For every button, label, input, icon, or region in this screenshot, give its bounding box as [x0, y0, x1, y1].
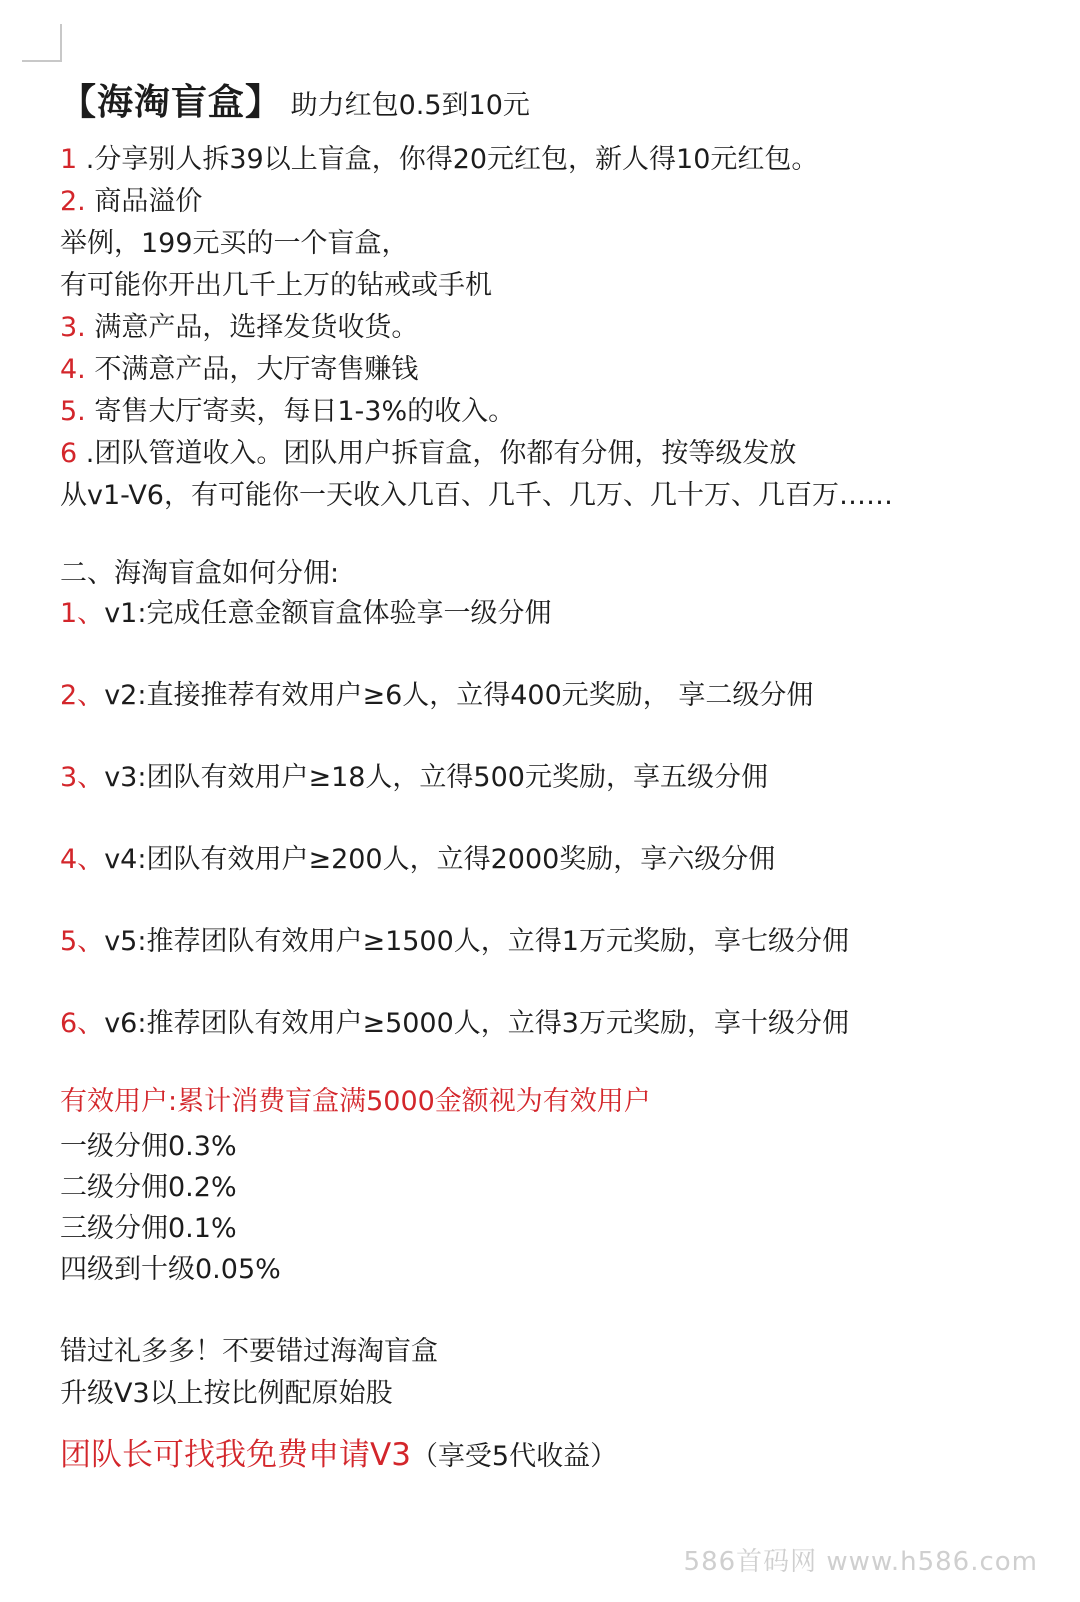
level-number: 3、	[60, 762, 105, 793]
level-item	[60, 600, 551, 627]
valid-user-definition: 有效用户:累计消费盲盒满5000金额视为有效用户	[60, 1086, 651, 1117]
title-subtitle: 助力红包0.5到10元	[290, 90, 530, 121]
closing-line: 错过礼多多！不要错过海淘盲盒	[60, 1336, 438, 1367]
level-item	[60, 682, 813, 709]
item-text: 不满意产品，大厅寄售赚钱	[94, 354, 419, 385]
item-text: 从v1-V6，有可能你一天收入几百、几千、几万、几十万、几百万……	[60, 480, 893, 511]
item-number: 3.	[60, 312, 95, 343]
level-number: 4、	[60, 844, 105, 875]
section-heading: 二、海淘盲盒如何分佣:	[60, 558, 340, 589]
level-number: 1、	[60, 598, 105, 629]
item-number: 5.	[60, 396, 95, 427]
list-item	[60, 398, 515, 425]
item-text: 有可能你开出几千上万的钻戒或手机	[60, 270, 492, 301]
item-text: 满意产品，选择发货收货。	[94, 312, 419, 343]
item-text: .分享别人拆39以上盲盒，你得20元红包，新人得10元红包。	[85, 144, 819, 175]
item-text: 寄售大厅寄卖，每日1-3%的收入。	[94, 396, 516, 427]
level-item	[60, 928, 849, 955]
rate-line: 一级分佣0.3%	[60, 1131, 237, 1162]
page-corner-mark	[22, 24, 62, 62]
item-number: 4.	[60, 354, 95, 385]
level-item	[60, 764, 768, 791]
list-item	[60, 188, 202, 215]
item-text: .团队管道收入。团队用户拆盲盒，你都有分佣，按等级发放	[85, 438, 797, 469]
level-text: v2:直接推荐有效用户≥6人，立得400元奖励， 享二级分佣	[104, 680, 814, 711]
item-text: 举例，199元买的一个盲盒，	[60, 228, 409, 259]
level-text: v1:完成任意金额盲盒体验享一级分佣	[104, 598, 552, 629]
list-item	[60, 272, 492, 299]
item-text: 商品溢价	[94, 186, 203, 217]
title-main: 【海淘盲盒】	[60, 82, 283, 123]
list-item	[60, 356, 418, 383]
site-watermark: 586首码网 www.h586.com	[683, 1547, 1038, 1577]
list-item	[60, 440, 796, 467]
list-item	[60, 146, 818, 173]
level-text: v4:团队有效用户≥200人，立得2000奖励，享六级分佣	[104, 844, 776, 875]
level-text: v5:推荐团队有效用户≥1500人，立得1万元奖励，享七级分佣	[104, 926, 849, 957]
level-number: 2、	[60, 680, 105, 711]
level-text: v3:团队有效用户≥18人，立得500元奖励，享五级分佣	[104, 762, 768, 793]
list-item	[60, 482, 893, 509]
level-text: v6:推荐团队有效用户≥5000人，立得3万元奖励，享十级分佣	[104, 1008, 849, 1039]
level-item	[60, 846, 775, 873]
rate-line: 二级分佣0.2%	[60, 1172, 237, 1203]
level-item	[60, 1010, 849, 1037]
level-number: 5、	[60, 926, 105, 957]
list-item	[60, 230, 409, 257]
document-title	[60, 82, 530, 123]
cta-main: 团队长可找我免费申请V3	[60, 1437, 411, 1473]
list-item	[60, 314, 418, 341]
item-number: 1	[60, 144, 86, 175]
item-number: 6	[60, 438, 86, 469]
call-to-action	[60, 1437, 618, 1473]
cta-note: （享受5代收益）	[410, 1441, 618, 1472]
item-number: 2.	[60, 186, 95, 217]
closing-line: 升级V3以上按比例配原始股	[60, 1378, 393, 1409]
level-number: 6、	[60, 1008, 105, 1039]
rate-line: 三级分佣0.1%	[60, 1213, 237, 1244]
rate-line: 四级到十级0.05%	[60, 1254, 281, 1285]
